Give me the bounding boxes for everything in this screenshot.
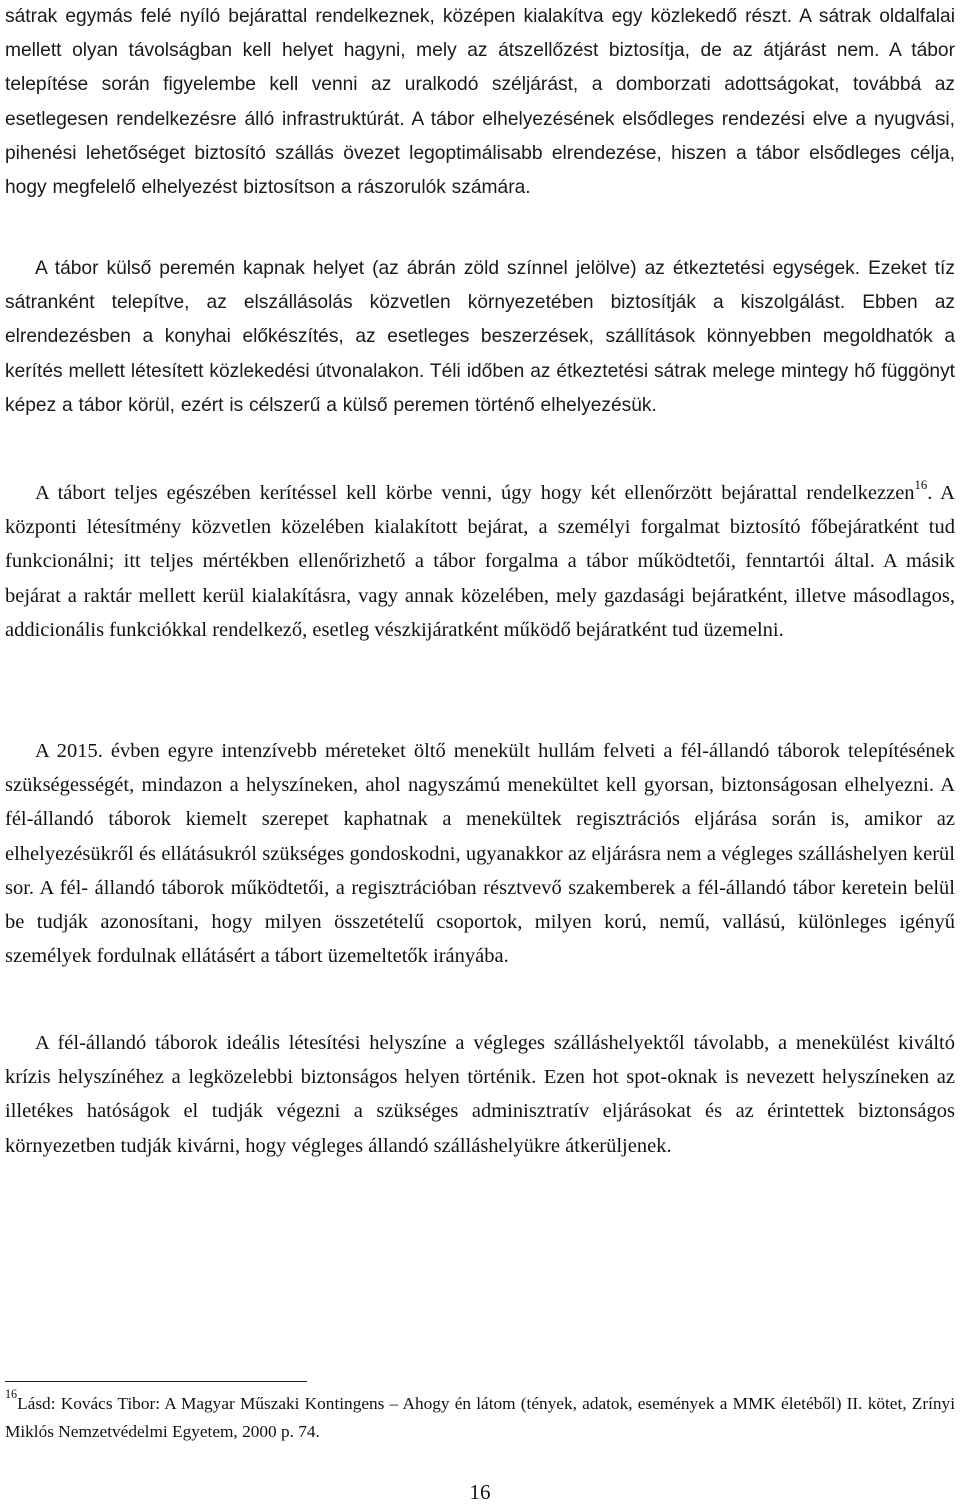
paragraph-fencing-text-before: A tábort teljes egészében kerítéssel kell körbe venni, úgy hogy két ellenőrzött bejárattal rendelkezzen [35,482,915,504]
paragraph-catering-units: A tábor külső peremén kapnak helyet (az ábrán zöld színnel jelölve) az étkeztetési egységek. Ezeket tíz sátranként telepítve, az elszállásolás közvetlen környezetében biztosítják a kiszolgálást. Ebben az elrendezésben a konyhai előkészítés, az esetleges beszerzések, szállítások könnyebben megoldhatók a kerítés mellett létesített közlekedési útvonalakon. Téli időben az étkeztetési sátrak melege mintegy hő függönyt képez a tábor körül, ezért is célszerű a külső peremen történő elhelyezésük. [5,258,955,416]
footnote-number: 16 [5,1387,18,1401]
paragraph-semi-permanent-camps: A 2015. évben egyre intenzívebb méreteket öltő menekült hullám felveti a fél-állandó táborok telepítésének szükségességét, mindazon a helyszíneken, ahol nagyszámú menekültet kell gyorsan, biztonságosan elhelyezni. A fél-állandó táborok kiemelt szerepet kaphatnak a menekültek regisztrációs eljárása során is, amikor az elhelyezésükről és ellátásukról szükséges gondoskodni, ugyanakkor az eljárásra nem a végleges szálláshelyen kerül sor. A fél- állandó táborok működtetői, a regisztrációban résztvevő szakemberek a fél-állandó tábor keretein belül be tudják azonosítani, hogy milyen összetételű csoportok, milyen korú, nemű, vallású, különleges igényű személyek fordulnak ellátásért a tábort üzemeltetők irányába. [5,740,955,968]
paragraph-camp-layout: sátrak egymás felé nyíló bejárattal rendelkeznek, középen kialakítva egy közlekedő részt. A sátrak oldalfalai mellett olyan távolságban kell helyet hagyni, mely az átszellőzést biztosítja, de az átjárást nem. A tábor telepítése során figyelembe kell venni az uralkodó széljárást, a domborzati adottságokat, továbbá az esetlegesen rendelkezésre álló infrastruktúrát. A tábor elhelyezésének elsődleges rendezési elve a nyugvási, pihenési lehetőséget biztosító szállás övezet legoptimálisabb elrendezése, hiszen a tábor elsődleges célja, hogy megfelelő elhelyezést biztosítson a rászorulók számára. [5,6,955,199]
footnote [5,1387,955,1446]
footnote-separator [5,1381,307,1382]
footnote-text: Lásd: Kovács Tibor: A Magyar Műszaki Kontingens – Ahogy én látom (tények, adatok, események a MMK életéből) II. kötet, Zrínyi Miklós Nemzetvédelmi Egyetem, 2000 p. 74. [5,1394,955,1441]
paragraph-hot-spots: A fél-állandó táborok ideális létesítési helyszíne a végleges szálláshelyektől távolabb, a menekülést kiváltó krízis helyszínéhez a legközelebbi biztonságos helyen történik. Ezen hot spot-oknak is nevezett helyszíneken az illetékes hatóságok el tudják végezni a szükséges adminisztratív eljárásokat és az érintettek biztonságos környezetben tudják kivárni, hogy végleges állandó szálláshelyükre átkerüljenek. [5,1032,955,1157]
page-number: 16 [469,1480,491,1504]
footnote-reference: 16 [914,477,928,492]
paragraph-fencing-entrances [5,476,955,647]
paragraph-fencing-text-after: . A központi létesítmény közvetlen közelében kialakított bejárat, a személyi forgalmat biztosító főbejáratként tud funkcionálni; itt teljes mértékben ellenőrizhető a tábor forgalma a tábor működtetői, fenntartói által. A másik bejárat a raktár mellett kerül kialakításra, vagy annak közelében, mely gazdasági bejáratként, illetve másodlagos, addicionális funkciókkal rendelkező, esetleg vészkijáratként működő bejáratként tud üzemelni. [5,482,955,641]
